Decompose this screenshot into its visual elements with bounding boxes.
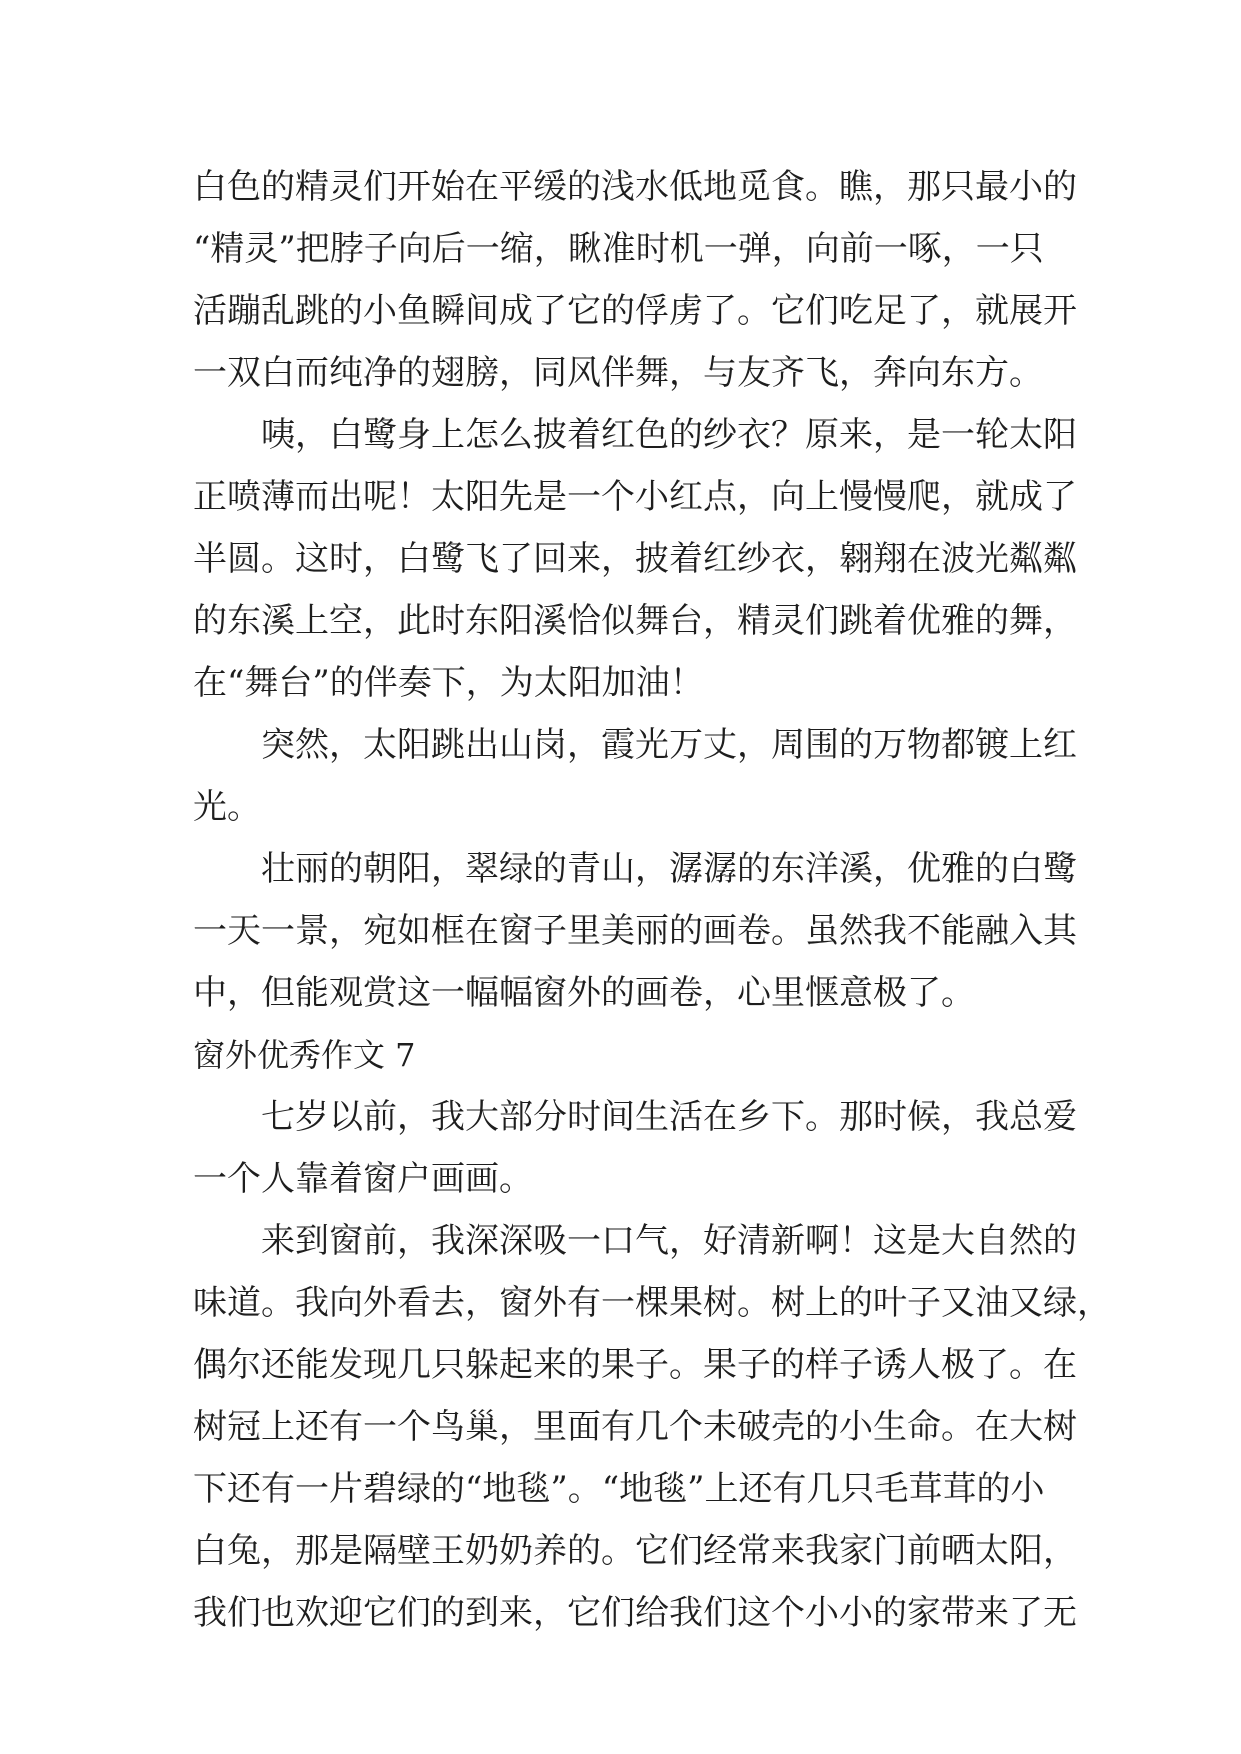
text-line: 壮丽的朝阳，翠绿的青山，潺潺的东洋溪，优雅的白鹭: [261, 849, 1077, 889]
text-line: 来到窗前，我深深吸一口气，好清新啊！这是大自然的: [261, 1221, 1077, 1261]
text-line: 树冠上还有一个鸟巢，里面有几个未破壳的小生命。在大树: [193, 1407, 1077, 1447]
text-line: 白兔，那是隔壁王奶奶养的。它们经常来我家门前晒太阳，: [193, 1531, 1077, 1571]
text-line: 偶尔还能发现几只躲起来的果子。果子的样子诱人极了。在: [193, 1345, 1077, 1385]
text-line: 一双白而纯净的翅膀，同风伴舞，与友齐飞，奔向东方。: [193, 353, 1043, 393]
text-line: 味道。我向外看去，窗外有一棵果树。树上的叶子又油又绿，: [193, 1283, 1111, 1323]
section-heading: 窗外优秀作文 7: [193, 1036, 416, 1074]
text-line: 下还有一片碧绿的“地毯”。“地毯”上还有几只毛茸茸的小: [193, 1469, 1045, 1509]
text-line: 在“舞台”的伴奏下，为太阳加油！: [193, 663, 704, 703]
text-line: 一个人靠着窗户画画。: [193, 1159, 533, 1199]
text-line: 我们也欢迎它们的到来，它们给我们这个小小的家带来了无: [193, 1593, 1077, 1633]
text-line: 中，但能观赏这一幅幅窗外的画卷，心里惬意极了。: [193, 973, 975, 1013]
text-line: 七岁以前，我大部分时间生活在乡下。那时候，我总爱: [261, 1097, 1077, 1137]
text-line: 突然，太阳跳出山岗，霞光万丈，周围的万物都镀上红: [261, 725, 1077, 765]
text-line: 活蹦乱跳的小鱼瞬间成了它的俘虏了。它们吃足了，就展开: [193, 291, 1077, 331]
text-line: 一天一景，宛如框在窗子里美丽的画卷。虽然我不能融入其: [193, 911, 1077, 951]
text-line: 咦，白鹭身上怎么披着红色的纱衣？原来，是一轮太阳: [261, 415, 1077, 455]
document-body: [193, 156, 1111, 1644]
text-line: 白色的精灵们开始在平缓的浅水低地觅食。瞧，那只最小的: [193, 167, 1077, 207]
text-line: 半圆。这时，白鹭飞了回来，披着红纱衣，翱翔在波光粼粼: [193, 539, 1077, 579]
text-line: “精灵”把脖子向后一缩，瞅准时机一弹，向前一啄，一只: [193, 229, 1044, 269]
text-line: 正喷薄而出呢！太阳先是一个小红点，向上慢慢爬，就成了: [193, 477, 1077, 517]
text-line: 的东溪上空，此时东阳溪恰似舞台，精灵们跳着优雅的舞，: [193, 601, 1077, 641]
text-line: 光。: [193, 787, 261, 827]
